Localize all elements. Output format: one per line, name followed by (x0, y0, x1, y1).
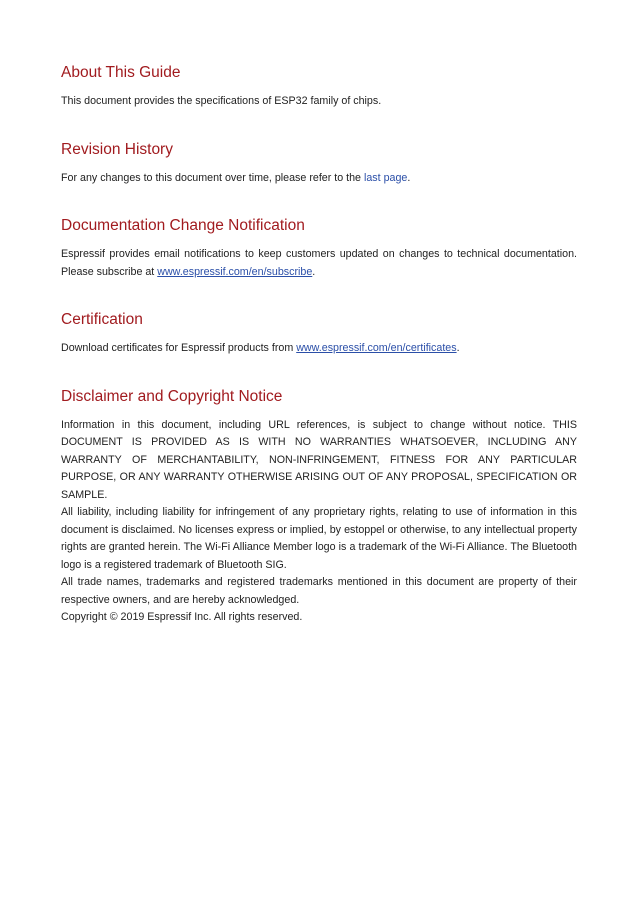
certification-text (61, 340, 577, 358)
notification-text-after: . (312, 265, 316, 278)
section-certification (61, 309, 577, 358)
last-page-link[interactable]: last page (363, 171, 408, 184)
about-text: This document provides the specifications of ESP32 family of chips. (61, 95, 382, 107)
disclaimer-paragraph-2: All liability, including liability for infringement of any proprietary rights, relating to use of information in this document is disclaimed. No licenses express or implied, by estoppel or otherwise, to any intellectual property rights are granted herein. The Wi-Fi Alliance Member logo is a trademark of the Wi-Fi Alliance. The Bluetooth logo is a registered trademark of Bluetooth SIG. (61, 506, 577, 571)
section-disclaimer (61, 386, 577, 627)
subscribe-link[interactable]: www.espressif.com/en/subscribe (157, 265, 313, 278)
section-revision-history (61, 139, 577, 188)
section-about (61, 62, 577, 111)
certificates-link[interactable]: www.espressif.com/en/certificates (296, 342, 457, 354)
heading-documentation-change-notification: Documentation Change Notification (61, 217, 305, 234)
copyright-line: Copyright © 2019 Espressif Inc. All rights reserved. (61, 611, 303, 623)
heading-revision-history: Revision History (61, 140, 173, 158)
notification-text (61, 246, 577, 281)
section-documentation-change-notification (61, 215, 577, 281)
heading-about: About This Guide (61, 64, 181, 81)
certification-text-after: . (456, 342, 460, 354)
heading-certification: Certification (61, 311, 143, 328)
heading-disclaimer: Disclaimer and Copyright Notice (61, 387, 283, 405)
page-content (61, 62, 577, 627)
notification-text-before: Espressif provides email notifications to keep customers updated on changes to technical documentation. Please subscribe at (61, 248, 577, 278)
certification-text-before: Download certificates for Espressif products from (61, 342, 297, 354)
revision-text-after: . (407, 171, 411, 184)
revision-text-before: For any changes to this document over time, please refer to the (61, 171, 364, 184)
disclaimer-paragraph-3: All trade names, trademarks and registered trademarks mentioned in this document are property of their respective owners, and are hereby acknowledged. (61, 576, 577, 606)
disclaimer-paragraph-1: Information in this document, including URL references, is subject to change without notice. THIS DOCUMENT IS PROVIDED AS IS WITH NO WARRANTIES WHATSOEVER, INCLUDING ANY WARRANTY OF MERCHANTABILITY, NON-INFRINGEMENT, FITNESS FOR ANY PARTICULAR PURPOSE, OR ANY WARRANTY OTHERWISE ARISING OUT OF ANY PROPOSAL, SPECIFICATION OR SAMPLE. (61, 418, 577, 501)
revision-text (61, 170, 577, 188)
